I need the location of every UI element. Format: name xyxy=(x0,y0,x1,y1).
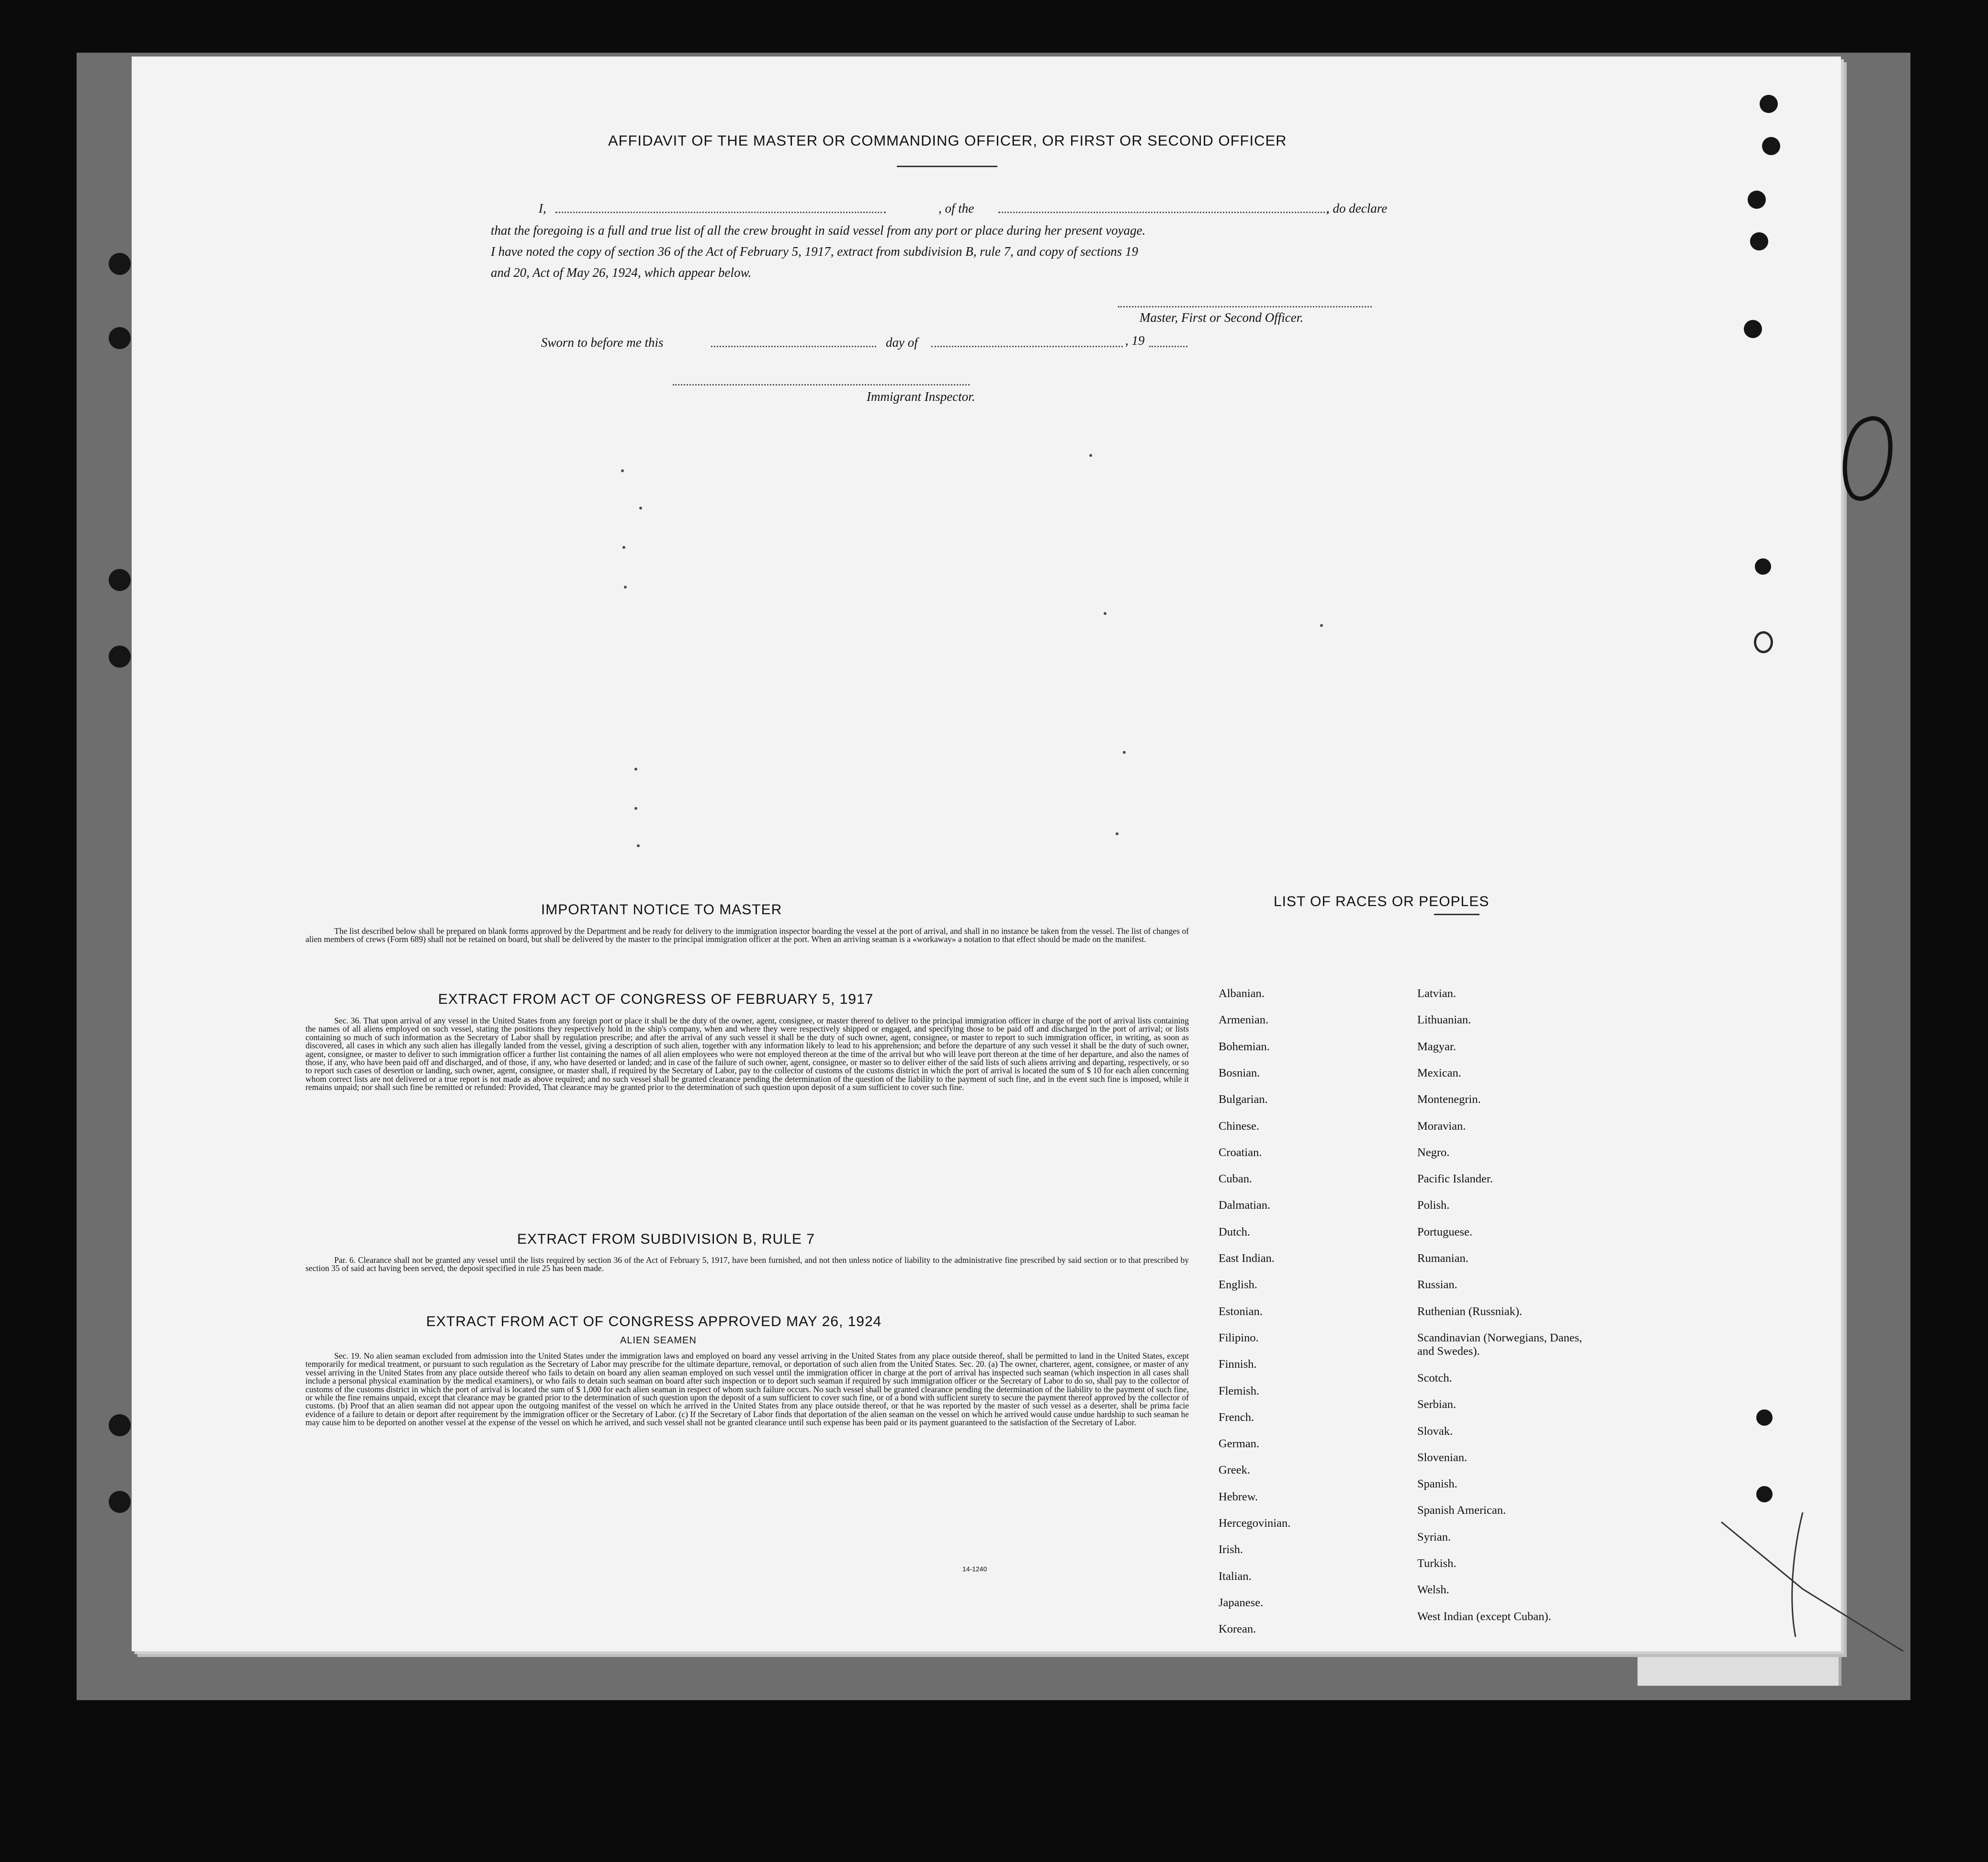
binder-hole xyxy=(1748,191,1766,209)
race-item: Spanish. xyxy=(1417,1477,1457,1491)
race-item: Latvian. xyxy=(1417,987,1456,1000)
bleed-mark xyxy=(634,768,637,771)
extract-rule7-title: EXTRACT FROM SUBDIVISION B, RULE 7 xyxy=(517,1231,815,1247)
races-title-underline xyxy=(1434,914,1480,915)
bleed-mark xyxy=(639,507,642,510)
race-item: Serbian. xyxy=(1417,1398,1456,1411)
race-item: Bulgarian. xyxy=(1219,1093,1268,1106)
extract-1917-body: Sec. 36. That upon arrival of any vessel in the United States from any foreign port or place it shall be the duty of the owner, agent, consignee, or master thereof to deliver to the principal immigration officer in charge of the port of arrival lists containing the names of all aliens employed on such vessel, stating the positions they respectively hold in the ship's company, when and where they were respectively shipped or engaged, and specifying those to be paid off and discharged in the port of arrival; or lists containing so much of such information as the Secretary of Labor shall by regulation prescribe; and after the arrival of any such vessel it shall be the duty of such owner, agent, consignee, or master to report to such immigration officer, in writing, as soon as discovered, all cases in which any such alien has illegally landed from the vessel, giving a description of such alien, together with any information likely to lead to his apprehension; and before the departure of any such vessel it shall be the duty of such owner, agent, consignee, or master to deliver to such immigration officer a further list containing the names of all alien employees who were not employed thereon at the time of the arrival but who will leave port thereon at the time of her departure, and also the names of those, if any, who have been paid off and discharged, and of those, if any, who have deserted or landed; and in case of the failure of such owner, agent, consignee, or master so to deliver either of the said lists of such aliens arriving and departing, respectively, or so to report such cases of desertion or landing, such owner, agent, consignee, or master shall, if required by the Secretary of Labor, pay to the collector of customs of the customs district in which the port of arrival is located the sum of $ 10 for each alien concerning whom correct lists are not delivered or a true report is not made as above required; and no such vessel shall be granted clearance pending the determination of the question of the liability to the payment of such fine, and in the event such fine is imposed, while it remains unpaid; nor shall such fine be remitted or refunded: Provided, That clearance may be granted prior to the determination of such question upon deposit of a sum sufficient to cover such fine. xyxy=(305,1016,1189,1092)
race-item: German. xyxy=(1219,1437,1260,1451)
race-item: Portuguese. xyxy=(1417,1225,1472,1238)
handwritten-zero xyxy=(1834,411,1901,507)
race-item: Greek. xyxy=(1219,1464,1250,1477)
race-item: Japanese. xyxy=(1219,1596,1264,1609)
race-item: Slovenian. xyxy=(1417,1451,1468,1464)
bleed-mark xyxy=(621,469,624,472)
vessel-name-blank[interactable] xyxy=(998,212,1329,213)
race-item: French. xyxy=(1219,1410,1254,1424)
bleed-mark xyxy=(1320,624,1323,627)
binder-hole xyxy=(1762,137,1780,155)
bleed-mark xyxy=(1089,454,1092,457)
race-item: English. xyxy=(1219,1278,1257,1292)
race-item: Dalmatian. xyxy=(1219,1199,1271,1212)
binder-hole xyxy=(1750,232,1768,250)
bleed-mark xyxy=(1123,751,1126,754)
affidavit-line-4: and 20, Act of May 26, 1924, which appear below. xyxy=(491,265,752,280)
race-item: Turkish. xyxy=(1417,1557,1457,1570)
of-the-label: , of the xyxy=(938,201,974,216)
race-item: West Indian (except Cuban). xyxy=(1417,1610,1551,1623)
races-title: LIST OF RACES OR PEOPLES xyxy=(1274,894,1490,909)
bleed-mark xyxy=(624,586,627,589)
sworn-month-blank[interactable] xyxy=(931,346,1123,347)
affidavit-line-3: I have noted the copy of section 36 of the Act of February 5, 1917, extract from subdivision B, rule 7, and copy of sections 19 xyxy=(491,244,1138,259)
race-item: Welsh. xyxy=(1417,1583,1449,1597)
binder-hole xyxy=(1755,558,1771,575)
pencil-mark xyxy=(1712,1493,1913,1656)
race-item: Scotch. xyxy=(1417,1371,1452,1385)
binder-hole xyxy=(109,253,131,275)
race-item: Negro. xyxy=(1417,1146,1450,1159)
race-item: Montenegrin. xyxy=(1417,1093,1481,1106)
race-item: Filipino. xyxy=(1219,1331,1259,1344)
binder-hole xyxy=(1760,95,1778,113)
bleed-mark xyxy=(1104,612,1107,615)
race-item: Chinese. xyxy=(1219,1119,1260,1133)
race-item: Bosnian. xyxy=(1219,1066,1260,1079)
binder-hole xyxy=(1756,1409,1773,1426)
race-item: Scandinavian (Norwegians, Danes, and Swedes). xyxy=(1417,1331,1582,1358)
signature-blank[interactable] xyxy=(1118,306,1372,307)
race-item: Magyar. xyxy=(1417,1040,1456,1053)
sworn-label: Sworn to before me this xyxy=(541,335,664,350)
bleed-mark xyxy=(634,807,637,810)
affidavit-page xyxy=(132,57,1841,1651)
binder-hole xyxy=(1754,631,1773,653)
race-item: Lithuanian. xyxy=(1417,1013,1471,1027)
day-of-label: day of xyxy=(886,335,918,350)
race-item: Italian. xyxy=(1219,1569,1252,1583)
sworn-day-blank[interactable] xyxy=(711,346,876,347)
binder-hole xyxy=(109,1491,131,1513)
race-item: Slovak. xyxy=(1417,1424,1453,1438)
extract-1917-title: EXTRACT FROM ACT OF CONGRESS OF FEBRUARY 5, 1917 xyxy=(438,991,874,1007)
race-item: Armenian. xyxy=(1219,1013,1269,1027)
race-item: Estonian. xyxy=(1219,1305,1263,1318)
extract-1924-body: Sec. 19. No alien seaman excluded from admission into the United States under the immigration laws and employed on board any vessel arriving in the United States from any place outside thereof, shall be permitted to land in the United States, except temporarily for medical treatment, or pursuant to such regulation as the Secretary of Labor may prescribe for the ultimate departure, removal, or deportation of such alien from the United States. Sec. 20. (a) The owner, charterer, agent, consignee, or master of any vessel arriving in the United States from any place outside thereof who fails to detain on board any alien seaman employed on such vessel until the immigration officer in charge at the port of arrival has inspected such seaman (which inspection in all cases shall include a personal physical examination by the medical examiners), or who fails to detain such seaman on board after such inspection or to deport such seaman if required by such immigration officer or the Secretary of Labor to do so, shall pay to the collector of customs of the customs district in which the port of arrival is located the sum of $ 1,000 for each alien seaman in respect of whom such failure occurs. No such vessel shall be granted clearance pending the determination of the liability to the payment of such fine, or while the fine remains unpaid, except that clearance may be granted prior to the determination of such question upon the deposit of a sum sufficient to cover such fine, or of a bond with sufficient surety to secure the payment thereof approved by the collector of customs. (b) Proof that an alien seaman did not appear upon the outgoing manifest of the vessel on which he arrived in the United States from any place outside thereof, or that he was reported by the master of such vessel as a deserter, shall be prima facie evidence of a failure to detain or deport after requirement by the immigration officer or the Secretary of Labor. (c) If the Secretary of Labor finds that deportation of the alien seaman on the vessel on which he arrived would cause undue hardship to such seaman he may cause him to be deported on another vessel at the expense of the vessel on which he arrived, and such vessel shall not be granted clearance until such expense has been paid or its payment guaranteed to the satisfaction of the Secretary of Labor. xyxy=(305,1351,1189,1428)
affidavit-title: AFFIDAVIT OF THE MASTER OR COMMANDING OFFICER, OR FIRST OR SECOND OFFICER xyxy=(608,132,1287,149)
race-item: Syrian. xyxy=(1417,1530,1451,1544)
extract-1924-title: EXTRACT FROM ACT OF CONGRESS APPROVED MAY 26, 1924 xyxy=(426,1314,882,1329)
race-item: East Indian. xyxy=(1219,1252,1275,1265)
declarant-name-blank[interactable] xyxy=(555,212,886,213)
race-item: Hebrew. xyxy=(1219,1490,1258,1503)
binder-hole xyxy=(109,327,131,349)
race-item: Pacific Islander. xyxy=(1417,1172,1493,1186)
inspector-signature-blank[interactable] xyxy=(673,384,970,386)
bleed-mark xyxy=(1116,832,1118,835)
race-item: Irish. xyxy=(1219,1543,1243,1556)
race-item: Finnish. xyxy=(1219,1358,1257,1371)
race-item: Bohemian. xyxy=(1219,1040,1270,1053)
affidavit-line-2: that the foregoing is a full and true list of all the crew brought in said vessel from any port or place during her present voyage. xyxy=(491,223,1146,238)
race-item: Mexican. xyxy=(1417,1066,1461,1079)
race-item: Polish. xyxy=(1417,1199,1450,1212)
race-item: Dutch. xyxy=(1219,1225,1250,1238)
sworn-year-blank[interactable] xyxy=(1149,346,1187,347)
do-declare-label: , do declare xyxy=(1326,201,1388,216)
year-label: , 19 xyxy=(1125,333,1145,348)
race-item: Rumanian. xyxy=(1417,1252,1468,1265)
race-item: Albanian. xyxy=(1219,987,1265,1000)
signature-label: Master, First or Second Officer. xyxy=(1140,310,1303,325)
form-number: 14-1240 xyxy=(962,1565,987,1573)
title-underline xyxy=(897,166,997,167)
race-item: Moravian. xyxy=(1417,1119,1466,1133)
race-item: Russian. xyxy=(1417,1278,1457,1292)
race-item: Ruthenian (Russniak). xyxy=(1417,1305,1523,1318)
race-item: Hercegovinian. xyxy=(1219,1517,1291,1530)
bleed-mark xyxy=(622,546,625,549)
binder-hole xyxy=(109,1414,131,1436)
extract-rule7-body: Par. 6. Clearance shall not be granted any vessel until the lists required by section 36 of the Act of February 5, 1917, have been furnished, and not then unless notice of liability to the administrative fine prescribed by said section or to that prescribed by section 35 of said act having been served, the deposit specified in rule 25 has been made. xyxy=(305,1255,1189,1273)
race-item: Flemish. xyxy=(1219,1384,1260,1397)
race-item: Croatian. xyxy=(1219,1146,1262,1159)
binder-hole xyxy=(1744,320,1762,338)
race-item: Cuban. xyxy=(1219,1172,1253,1186)
binder-hole xyxy=(109,569,131,591)
binder-hole xyxy=(109,646,131,668)
bleed-mark xyxy=(637,844,640,847)
declarant-label: I, xyxy=(539,201,546,216)
race-item: Spanish American. xyxy=(1417,1504,1506,1517)
inspector-label: Immigrant Inspector. xyxy=(867,389,975,404)
alien-seamen-subtitle: ALIEN SEAMEN xyxy=(620,1335,697,1346)
race-item: Korean. xyxy=(1219,1623,1256,1636)
notice-title: IMPORTANT NOTICE TO MASTER xyxy=(541,902,782,918)
notice-body: The list described below shall be prepared on blank forms approved by the Department and be ready for delivery to the immigration inspector boarding the vessel at the port of arrival, and shall in no instance be taken from the vessel. The list of changes of alien members of crews (Form 689) shall not be retained on board, but shall be delivered by the master to the principal immigration officer at the port. When an arriving seaman is a «workaway» a notation to that effect should be made on the manifest. xyxy=(305,926,1189,944)
